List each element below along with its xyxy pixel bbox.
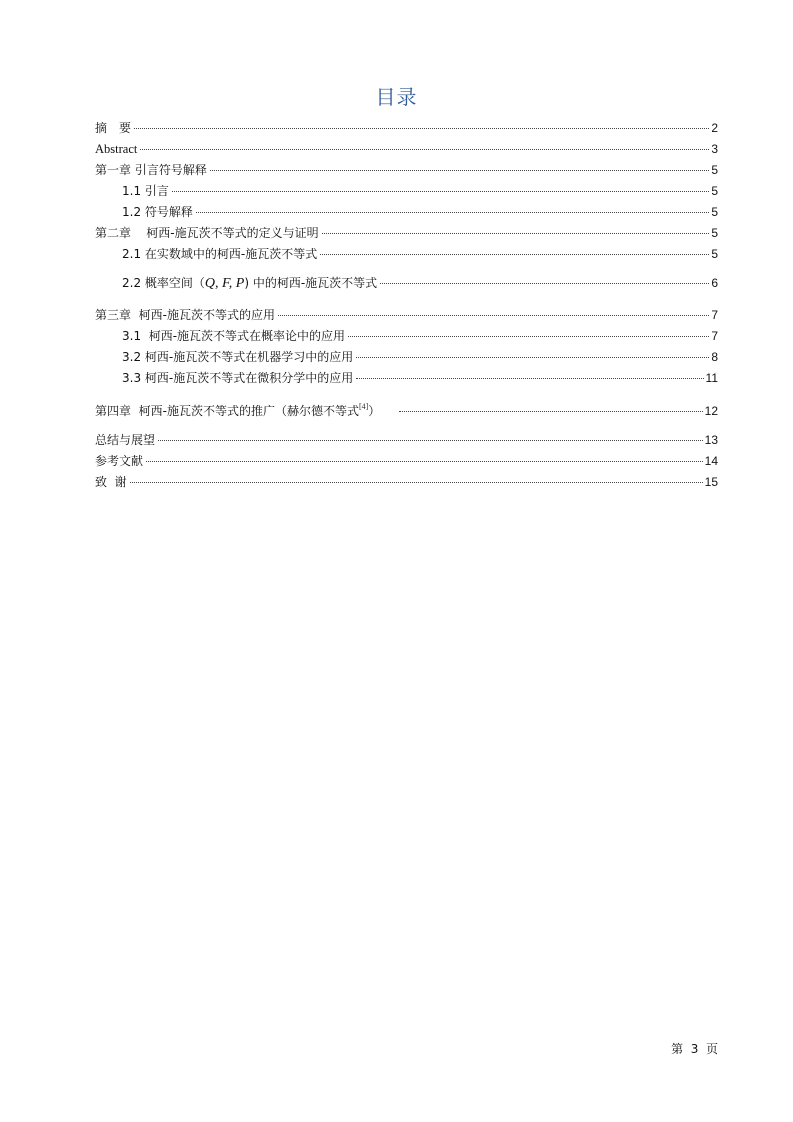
dot-leader xyxy=(196,212,709,213)
dot-leader xyxy=(172,191,709,192)
toc-page-number: 7 xyxy=(711,329,718,343)
dot-leader xyxy=(134,128,709,129)
toc-entry-abstract-en[interactable] xyxy=(95,141,718,157)
toc-entry-label: 第一章 引言符号解释 xyxy=(95,163,207,177)
toc-entry-label: 总结与展望 xyxy=(95,433,156,447)
toc-entry-label: 第四章 柯西-施瓦茨不等式的推广（赫尔德不等式[4]） xyxy=(95,402,381,418)
page-number-footer: 第 3 页 xyxy=(671,1042,718,1056)
toc-entry-abstract-cn[interactable] xyxy=(95,120,718,136)
toc-entry-chapter-3[interactable] xyxy=(95,307,718,323)
toc-page-number: 7 xyxy=(711,308,718,322)
toc-entry-label: 3.3 柯西-施瓦茨不等式在微积分学中的应用 xyxy=(122,371,354,385)
dot-leader xyxy=(356,357,709,358)
toc-entry-chapter-2[interactable] xyxy=(95,225,718,241)
dot-leader xyxy=(146,461,703,462)
dot-leader xyxy=(322,233,710,234)
dot-leader xyxy=(130,482,703,483)
toc-entry-acknowledgements[interactable] xyxy=(95,474,718,490)
toc-entry-label: 2.1 在实数域中的柯西-施瓦茨不等式 xyxy=(122,247,318,261)
toc-page-number: 5 xyxy=(711,247,718,261)
toc-entry-section-3-3[interactable] xyxy=(122,370,718,386)
toc-entry-section-3-2[interactable] xyxy=(122,349,718,365)
toc-page-number: 8 xyxy=(711,350,718,364)
toc-entry-label: 参考文献 xyxy=(95,454,144,468)
dot-leader xyxy=(320,254,709,255)
toc-entry-section-2-1[interactable] xyxy=(122,246,718,262)
toc-entry-label: 1.2 符号解释 xyxy=(122,205,193,219)
toc-page-number: 2 xyxy=(711,121,718,135)
toc-entry-section-2-2[interactable] xyxy=(122,275,718,292)
toc-title: 目录 xyxy=(375,85,418,109)
toc-entry-label: 3.2 柯西-施瓦茨不等式在机器学习中的应用 xyxy=(122,350,354,364)
toc-page-number: 14 xyxy=(704,454,718,468)
toc-entry-label: Abstract xyxy=(95,142,138,156)
toc-page-number: 5 xyxy=(711,163,718,177)
toc-entry-chapter-4[interactable] xyxy=(95,403,718,419)
toc-entry-section-3-1[interactable] xyxy=(122,328,718,344)
toc-page-number: 15 xyxy=(704,475,718,489)
math-expression: Q, F, P xyxy=(204,276,245,291)
toc-page-number: 5 xyxy=(711,226,718,240)
toc-entry-chapter-1[interactable] xyxy=(95,162,718,178)
dot-leader xyxy=(348,336,709,337)
toc-entry-section-1-2[interactable] xyxy=(122,204,718,220)
dot-leader xyxy=(140,149,709,150)
toc-page-number: 12 xyxy=(704,404,718,418)
toc-entry-label: 2.2 概率空间（Q, F, P) 中的柯西-施瓦茨不等式 xyxy=(122,276,378,291)
toc-page-number: 13 xyxy=(704,433,718,447)
toc-page-number: 6 xyxy=(711,276,718,290)
toc-entry-label: 1.1 引言 xyxy=(122,184,169,198)
toc-page-number: 5 xyxy=(711,184,718,198)
toc-entry-references[interactable] xyxy=(95,453,718,469)
toc-entry-conclusion[interactable] xyxy=(95,432,718,448)
dot-leader xyxy=(158,440,703,441)
toc-entry-label: 第三章 柯西-施瓦茨不等式的应用 xyxy=(95,308,275,322)
toc-entry-label: 摘 要 xyxy=(95,121,132,135)
dot-leader xyxy=(399,411,702,412)
toc-entry-label: 3.1 柯西-施瓦茨不等式在概率论中的应用 xyxy=(122,329,346,343)
toc-entry-section-1-1[interactable] xyxy=(122,183,718,199)
toc-entry-label: 第二章 柯西-施瓦茨不等式的定义与证明 xyxy=(95,226,319,240)
toc-page-number: 5 xyxy=(711,205,718,219)
dot-leader xyxy=(278,315,709,316)
dot-leader xyxy=(356,378,703,379)
dot-leader xyxy=(210,170,709,171)
dot-leader xyxy=(380,283,709,284)
toc-page-number: 3 xyxy=(711,142,718,156)
toc-entry-label: 致 谢 xyxy=(95,475,127,489)
toc-page-number: 11 xyxy=(705,371,718,385)
citation-mark[interactable]: [4] xyxy=(358,402,369,411)
